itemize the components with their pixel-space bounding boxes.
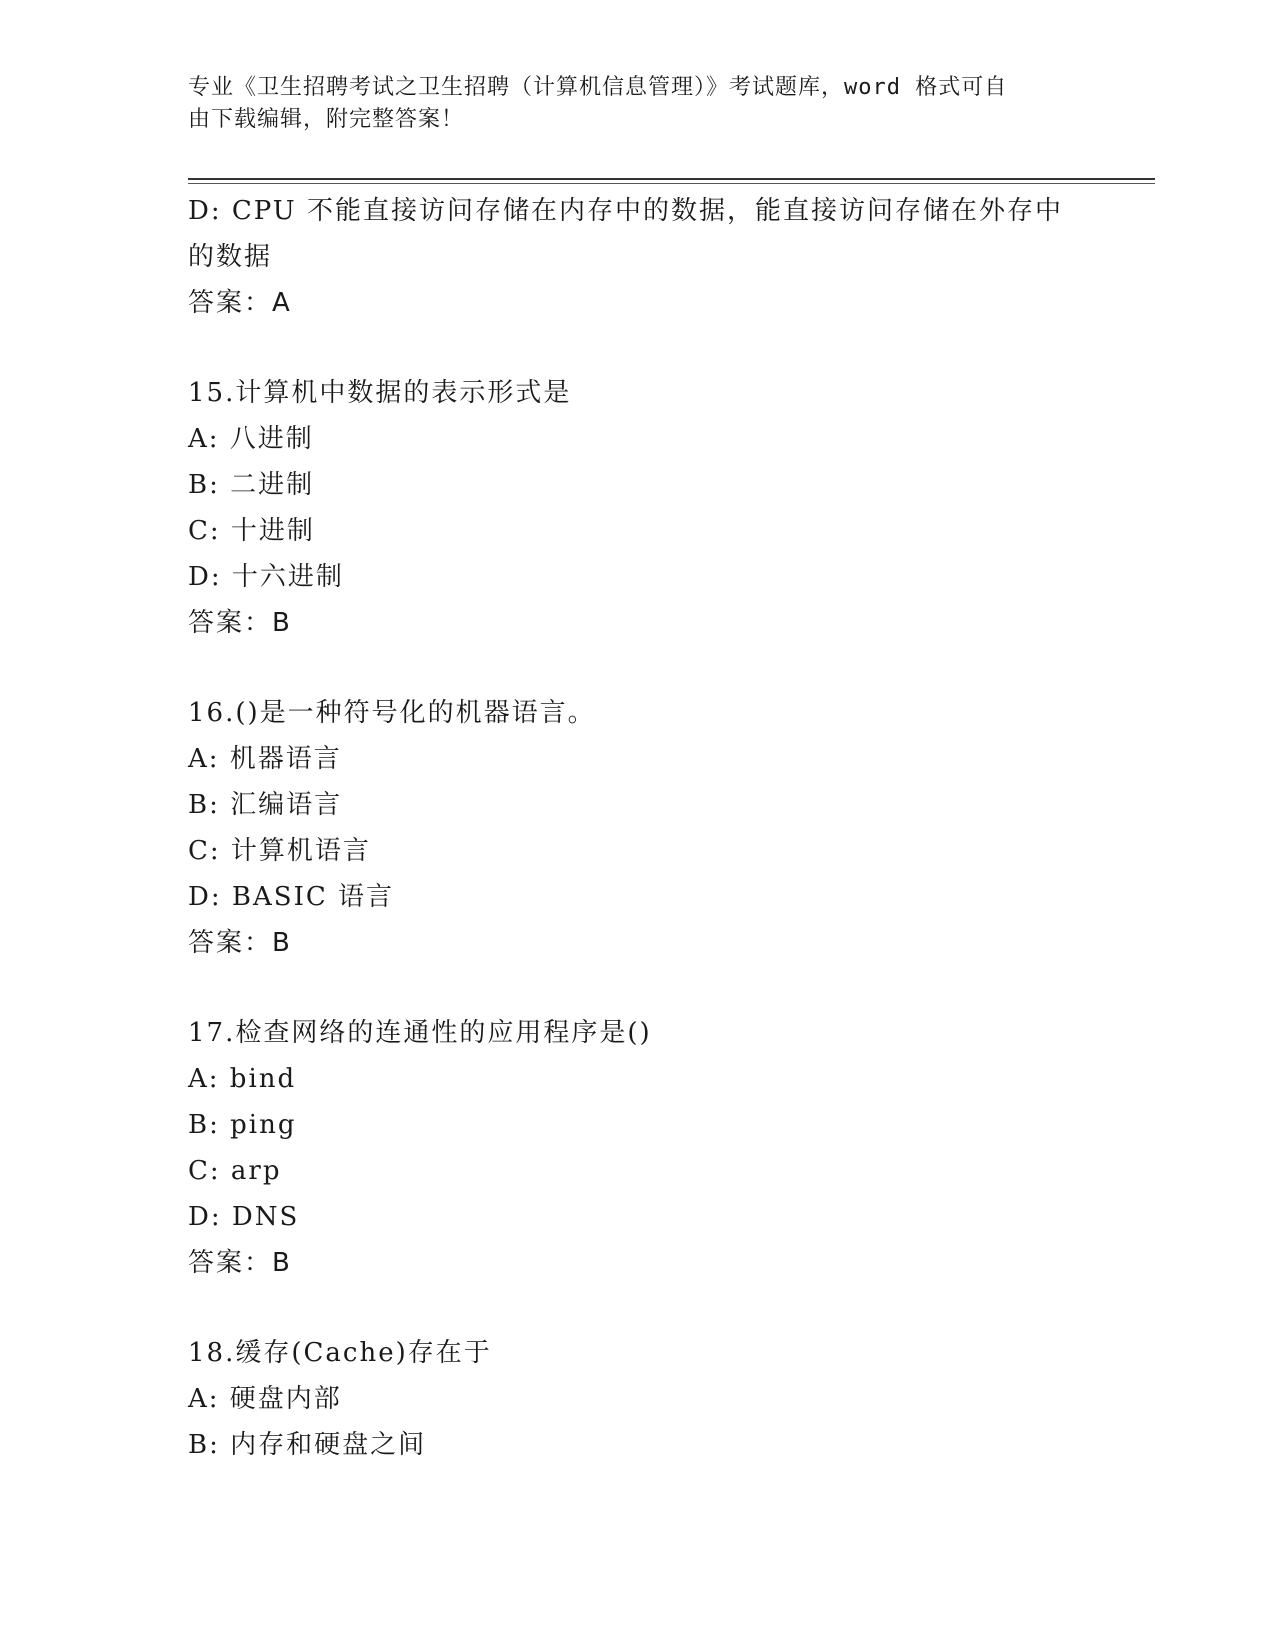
answer-line: 答案：B	[188, 928, 292, 958]
option-a: A: 八进制	[188, 424, 314, 454]
header-divider-thin	[188, 183, 1155, 184]
option-a: A: 机器语言	[188, 744, 342, 774]
question-block-15	[188, 370, 1068, 646]
question-text: 17.检查网络的连通性的应用程序是()	[188, 1018, 652, 1048]
question-text: 15.计算机中数据的表示形式是	[188, 378, 572, 408]
option-a: A: 硬盘内部	[188, 1384, 342, 1414]
option-b: B: 二进制	[188, 470, 315, 500]
header-line-1: 专业《卫生招聘考试之卫生招聘（计算机信息管理）》考试题库，word 格式可自	[188, 75, 1008, 100]
option-c: C: 十进制	[188, 516, 315, 546]
option-a: A: bind	[188, 1064, 297, 1094]
question-text: 18.缓存(Cache)存在于	[188, 1338, 492, 1368]
option-c: C: 计算机语言	[188, 836, 371, 866]
option-d: D: DNS	[188, 1202, 300, 1232]
question-text: 16.()是一种符号化的机器语言。	[188, 698, 596, 728]
answer-line: 答案：B	[188, 1248, 292, 1278]
option-line: D: CPU 不能直接访问存储在内存中的数据，能直接访问存储在外存中	[188, 196, 1063, 226]
option-d: D: 十六进制	[188, 562, 344, 592]
question-list	[188, 188, 1068, 1468]
document-header	[188, 72, 1068, 136]
option-line: 的数据	[188, 242, 273, 272]
question-block-18	[188, 1330, 1068, 1468]
option-b: B: ping	[188, 1110, 297, 1140]
answer-line: 答案：B	[188, 608, 292, 638]
question-block-17	[188, 1010, 1068, 1286]
option-b: B: 汇编语言	[188, 790, 343, 820]
answer-line: 答案：A	[188, 288, 292, 318]
question-block-16	[188, 690, 1068, 966]
header-line-2: 由下载编辑，附完整答案！	[188, 107, 465, 132]
carryover-block	[188, 188, 1068, 326]
option-b: B: 内存和硬盘之间	[188, 1430, 427, 1460]
option-c: C: arp	[188, 1156, 282, 1186]
header-divider-thick	[188, 178, 1155, 180]
option-d: D: BASIC 语言	[188, 882, 394, 912]
